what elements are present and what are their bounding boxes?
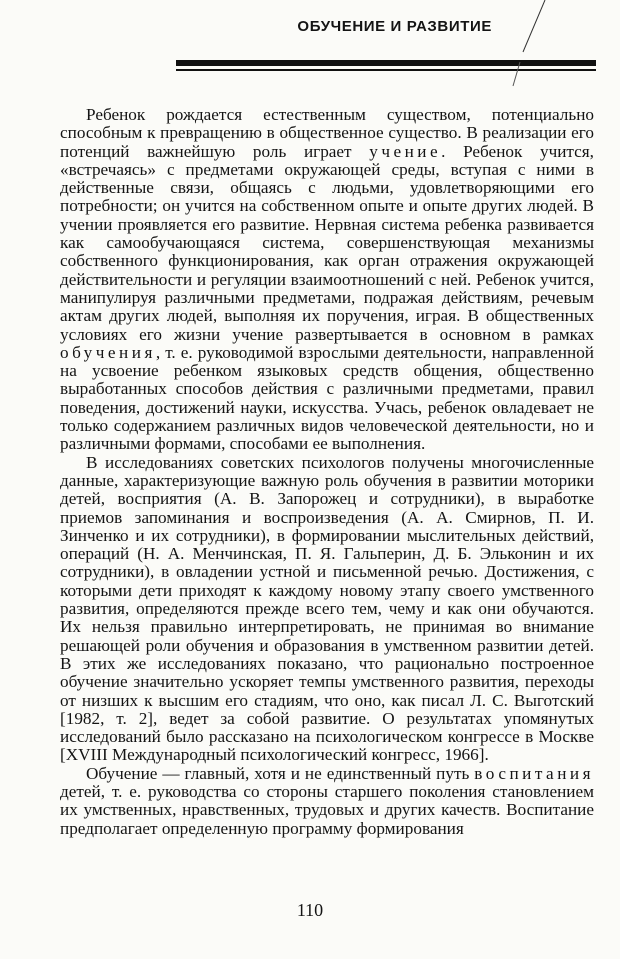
emphasized-term: воспитания [474, 763, 594, 783]
text-run: Ребенок рождается естественным существом, потенциально способным к превращению в общественное существо. В реализации его потенций важнейшую роль играет [60, 105, 594, 161]
emphasized-term: учение [369, 141, 442, 161]
pen-scratch-mark [495, 0, 555, 90]
chapter-title: ОБУЧЕНИЕ И РАЗВИТИЕ [297, 18, 492, 35]
body-text [60, 106, 594, 838]
text-run: . Ребенок учится, «встречаясь» с предметами окружающей среды, вступая с ними в действенные связи, общаясь с людьми, удовлетворяющими его потребности; он учится на собственном опыте и опыте других людей. В учении проявляется его развитие. Нервная система ребенка развивается как самообучающаяся система, совершенствующая механизмы собственного функционирования, как орган отражения окружающей действительности и регуляции взаимоотношений с ней. Ребенок учится, манипулируя различными предметами, подражая действиям, речевым актам других людей, выполняя их поручения, играя. В общественных условиях его жизни учение развертывается в основном в рамках [60, 141, 594, 344]
text-run: , т. е. руководимой взрослыми деятельности, направленной на усвоение ребенком языковых средств общения, общественно выработанных способов действия с различными предметами, правил поведения, достижений науки, искусства. Учась, ребенок овладевает не только содержанием различных видов человеческой деятельности, но и различными формами, способами ее выполнения. [60, 342, 594, 454]
text-run: детей, т. е. руководства со стороны старшего поколения становлением их умственных, нравственных, трудовых и других качеств. Воспитание предполагает определенную программу формирования [60, 781, 594, 838]
paragraph-1 [60, 106, 594, 454]
paragraph-3 [60, 765, 594, 838]
paragraph-2: В исследованиях советских психологов получены многочисленные данные, характеризующие важную роль обучения в развитии моторики детей, восприятия (А. В. Запорожец и сотрудники), в выработке приемов запоминания и воспроизведения (А. А. Смирнов, П. И. Зинченко и их сотрудники), в формировании мыслительных действий, операций (Н. А. Менчинская, П. Я. Гальперин, Д. Б. Эльконин и их сотрудники), в овладении устной и письменной речью. Достижения, с которыми дети приходят к каждому новому этапу своего умственного развития, определяются прежде всего тем, чему и как они обучаются. Их нельзя правильно интерпретировать, не принимая во внимание решающей роли обучения и образования в умственном развитии детей. В этих же исследованиях показано, что рационально построенное обучение значительно ускоряет темпы умственного развития, переходы от низших к высшим его стадиям, что оно, как писал Л. С. Выготский [1982, т. 2], ведет за собой развитие. О результатах упомянутых исследований было рассказано на психологическом конгрессе в Москве [XVIII Международный психологический конгресс, 1966]. [60, 452, 594, 765]
emphasized-term: обучения [60, 342, 156, 362]
text-run: Обучение — главный, хотя и не единственный путь [86, 763, 475, 783]
page-number: 110 [296, 900, 324, 920]
